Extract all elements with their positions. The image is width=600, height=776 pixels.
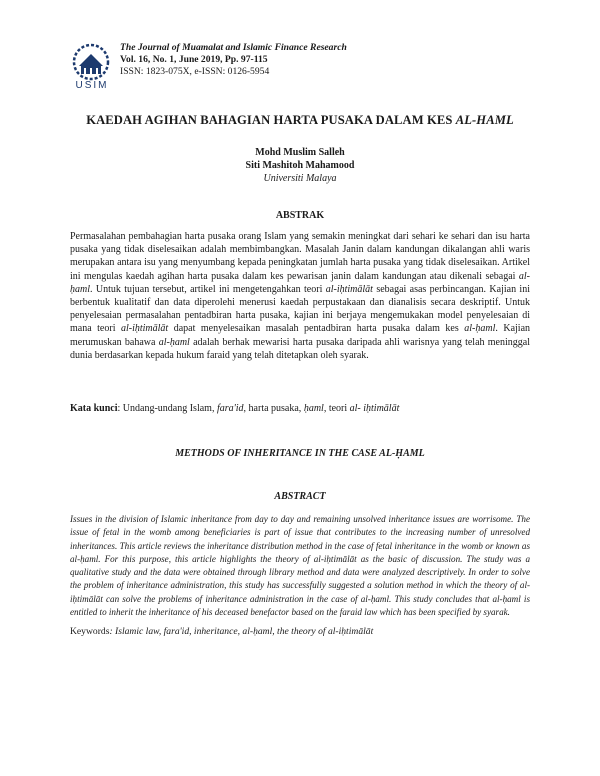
- abstrak-term-4: al-ḥaml: [464, 323, 496, 335]
- article-title: [60, 113, 540, 128]
- kata-kunci-text-3: , teori: [323, 403, 350, 414]
- building-icon: [66, 38, 116, 82]
- abstrak-text-4: dapat menyelesaikan masalah pentadbiran harta pusaka dalam kes: [168, 323, 465, 335]
- journal-header: [120, 42, 540, 78]
- kata-kunci-term-2: ḥaml: [303, 403, 324, 414]
- journal-title: The Journal of Muamalat and Islamic Finance Research: [120, 42, 347, 53]
- author-2: Siti Mashitoh Mahamood: [245, 160, 355, 171]
- abstrak-text-3: sebagai asas perbincangan. Kajian ini berbentuk kualitatif dan data diperolehi menerusi kaedah perpustakaan dan dianalisis secara deskriptif. Untuk penyelesaian permasalahan pentadbiran harta pusaka, kajian ini berjaya mengemukakan model penyelesaian di mana teori: [70, 283, 530, 335]
- kata-kunci-text-2: , harta pusaka,: [243, 403, 304, 414]
- english-title: METHODS OF INHERITANCE IN THE CASE AL-ḤAML: [175, 448, 425, 459]
- keywords-label: Keywords: [70, 626, 110, 637]
- abstrak-term-1: al-ḥaml: [70, 270, 530, 295]
- logo-text: USIM: [75, 80, 109, 91]
- abstrak-text-1: Permasalahan pembahagian harta pusaka orang Islam yang semakin meningkat dari sehari ke sehari dan isu harta pusaka yang tidak diselesaikan adalah membimbangkan. Masalah Janin dalam kandungan dikalangan ahli waris merupakan antara isu yang menyumbang kepada peningkatan jumlah harta pusaka yang tidak diselesaikan. Artikel ini mengulas kaedah agihan harta pusaka dalam kes pewarisan janin dalam kandungan atau dikenali sebagai: [70, 231, 530, 282]
- abstrak-text-5: . Kajian merumuskan bahawa: [70, 323, 531, 348]
- abstrak-body: [70, 230, 530, 362]
- kata-kunci-term-1: fara'id: [216, 403, 244, 414]
- kata-kunci-text-1: : Undang-undang Islam,: [117, 403, 217, 414]
- kata-kunci-label: Kata kunci: [70, 403, 118, 414]
- journal-volume: Vol. 16, No. 1, June 2019, Pp. 97-115: [120, 54, 268, 65]
- journal-issn: ISSN: 1823-075X, e-ISSN: 0126-5954: [120, 66, 270, 77]
- abstrak-text-6: adalah berhak mewarisi harta pusaka daripada ahli warisnya yang telah meninggal dunia berdasarkan kepada hukum faraid yang telah ditetapkan oleh syarak.: [70, 336, 530, 361]
- title-term: AL-HAML: [455, 113, 514, 127]
- kata-kunci: [70, 403, 530, 414]
- abstrak-text-2: . Untuk tujuan tersebut, artikel ini mengetengahkan teori: [90, 283, 326, 295]
- authors-block: [60, 146, 540, 185]
- usim-logo: [66, 38, 116, 82]
- affiliation: Universiti Malaya: [263, 173, 337, 184]
- abstrak-heading: ABSTRAK: [275, 210, 325, 221]
- abstrak-term-2: al-iḥtimālāt: [325, 283, 373, 295]
- keywords: [70, 626, 530, 637]
- kata-kunci-term-3: al- iḥtimālāt: [349, 403, 400, 414]
- author-1: Mohd Muslim Salleh: [255, 147, 345, 158]
- title-main: KAEDAH AGIHAN BAHAGIAN HARTA PUSAKA DALAM KES: [86, 113, 456, 127]
- abstract-heading: ABSTRACT: [274, 491, 326, 502]
- abstract-body: Issues in the division of Islamic inheritance from day to day and remaining unsolved inheritance issues are worrisome. The issue of fetal in the womb among beneficiaries is part of issue that contributes to the increasing number of unresolved inheritances. This article reviews the inheritance distribution method in the case of fetal inheritance in the womb or known as al-ḥaml. For this purpose, this article highlights the theory of al-iḥtimālāt as the basic of discussion. The study was a qualitative study and the data were obtained through library method and data were analyzed descriptively. In order to solve the problem of inheritance administration, this study has successfully suggested a solution method in which the theory of al-iḥtimālāt can solve the problems of inheritance administration in the case of al-ḥaml. This study concludes that al-ḥaml is entitled to inherit the inheritance of his deceased benefactor based on the faraid law which has been specified by syarak.: [70, 514, 530, 618]
- abstrak-term-5: al-ḥaml: [158, 336, 190, 348]
- abstrak-term-3: al-iḥtimālāt: [120, 323, 169, 335]
- keywords-text: : Islamic law, fara'id, inheritance, al-ḥaml, the theory of al-iḥtimālāt: [109, 626, 374, 637]
